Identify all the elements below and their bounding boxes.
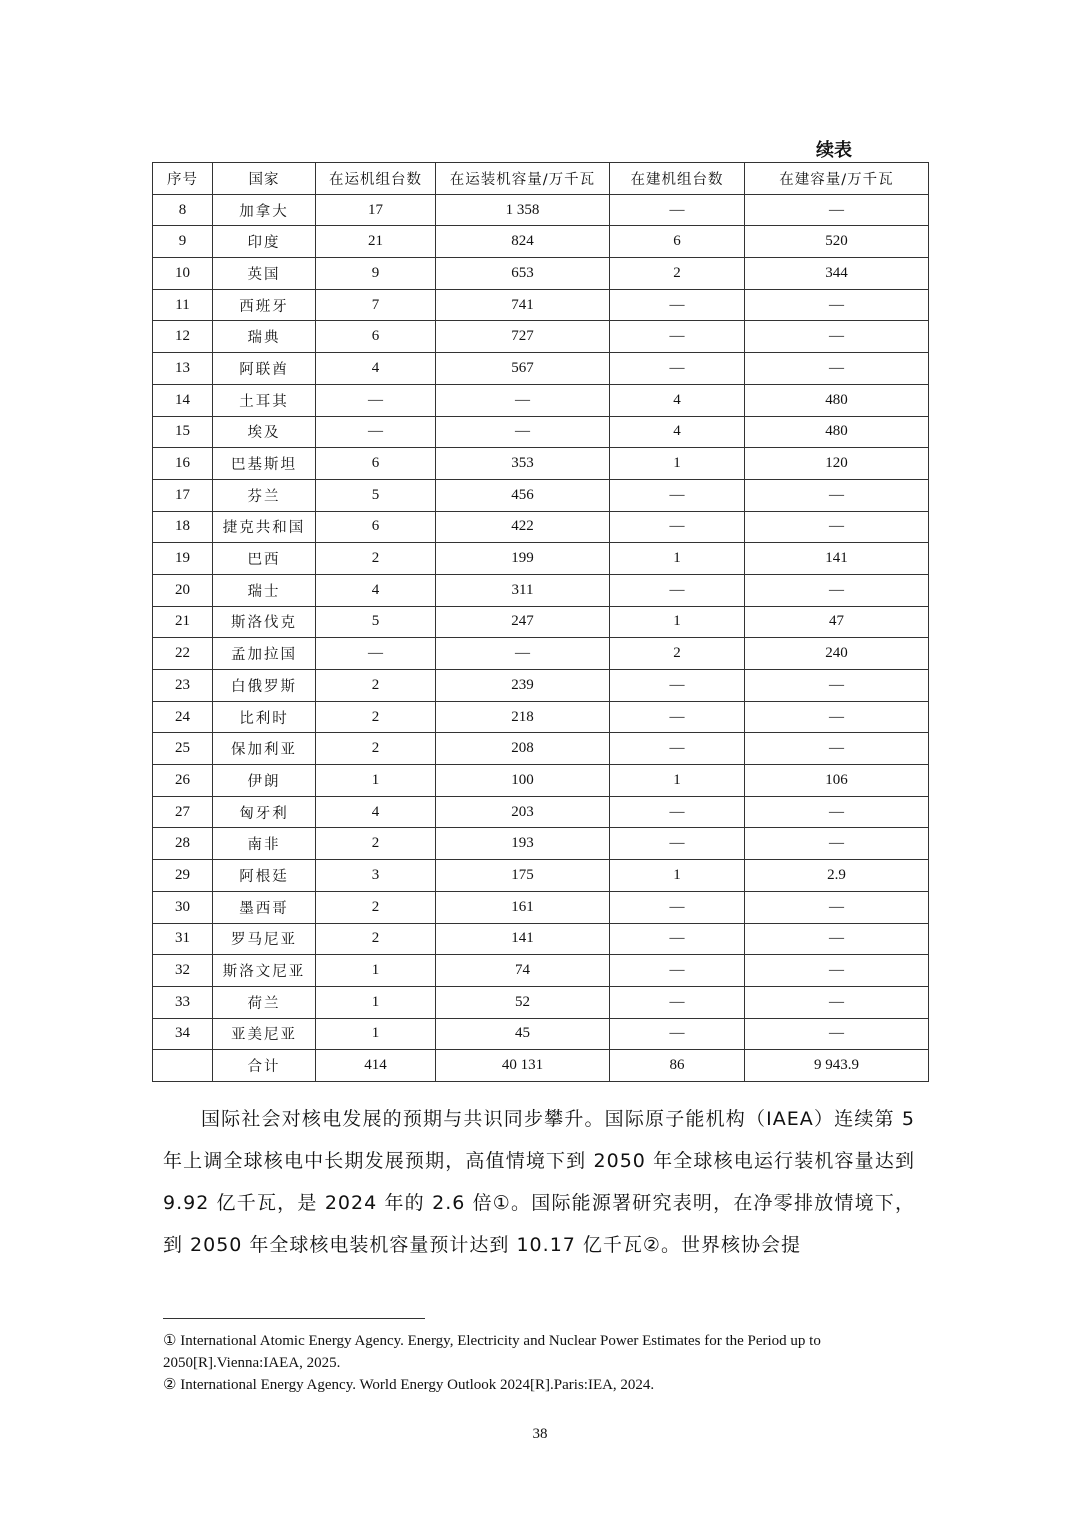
cell-construction-capacity: 120 bbox=[745, 448, 929, 480]
cell-country: 巴西 bbox=[213, 543, 316, 575]
cell-operating-units: 6 bbox=[316, 321, 436, 353]
cell-operating-units: 3 bbox=[316, 860, 436, 892]
cell-construction-capacity: — bbox=[745, 701, 929, 733]
cell-operating-units: 2 bbox=[316, 733, 436, 765]
cell-index: 27 bbox=[153, 796, 213, 828]
cell-construction-capacity: 240 bbox=[745, 638, 929, 670]
cell-operating-units: 1 bbox=[316, 986, 436, 1018]
cell-operating-capacity: 203 bbox=[436, 796, 610, 828]
cell-operating-capacity: 141 bbox=[436, 923, 610, 955]
cell-construction-capacity: 344 bbox=[745, 258, 929, 290]
cell-index: 23 bbox=[153, 670, 213, 702]
cell-construction-units: 2 bbox=[610, 258, 745, 290]
cell-construction-units: — bbox=[610, 796, 745, 828]
cell-operating-capacity: 175 bbox=[436, 860, 610, 892]
cell-index: 30 bbox=[153, 891, 213, 923]
table-row bbox=[153, 1018, 929, 1050]
cell-operating-capacity: 100 bbox=[436, 765, 610, 797]
cell-index: 32 bbox=[153, 955, 213, 987]
cell-country: 加拿大 bbox=[213, 194, 316, 226]
cell-country: 阿根廷 bbox=[213, 860, 316, 892]
cell-construction-capacity: 141 bbox=[745, 543, 929, 575]
cell-operating-units: 4 bbox=[316, 574, 436, 606]
cell-operating-capacity: 74 bbox=[436, 955, 610, 987]
cell-index: 15 bbox=[153, 416, 213, 448]
cell-operating-capacity: 193 bbox=[436, 828, 610, 860]
cell-country: 西班牙 bbox=[213, 289, 316, 321]
cell-operating-capacity: 824 bbox=[436, 226, 610, 258]
cell-operating-units: 5 bbox=[316, 606, 436, 638]
cell-country: 孟加拉国 bbox=[213, 638, 316, 670]
table-row bbox=[153, 289, 929, 321]
cell-construction-capacity: — bbox=[745, 479, 929, 511]
cell-operating-units: 5 bbox=[316, 479, 436, 511]
cell-construction-capacity: — bbox=[745, 1018, 929, 1050]
footnotes bbox=[163, 1330, 923, 1396]
header-index: 序号 bbox=[153, 163, 213, 195]
cell-operating-units: 21 bbox=[316, 226, 436, 258]
cell-construction-units: — bbox=[610, 923, 745, 955]
cell-operating-capacity: — bbox=[436, 638, 610, 670]
cell-operating-capacity: 567 bbox=[436, 353, 610, 385]
cell-construction-units: — bbox=[610, 289, 745, 321]
cell-construction-units: 2 bbox=[610, 638, 745, 670]
cell-operating-capacity: 239 bbox=[436, 670, 610, 702]
cell-construction-units: 86 bbox=[610, 1050, 745, 1082]
cell-country: 荷兰 bbox=[213, 986, 316, 1018]
cell-index: 18 bbox=[153, 511, 213, 543]
table-total-row bbox=[153, 1050, 929, 1082]
cell-operating-capacity: — bbox=[436, 384, 610, 416]
cell-construction-units: — bbox=[610, 511, 745, 543]
table-row bbox=[153, 701, 929, 733]
cell-construction-capacity: — bbox=[745, 828, 929, 860]
cell-index: 14 bbox=[153, 384, 213, 416]
table-body bbox=[153, 194, 929, 1081]
cell-construction-units: 6 bbox=[610, 226, 745, 258]
cell-construction-capacity: — bbox=[745, 733, 929, 765]
cell-construction-capacity: — bbox=[745, 194, 929, 226]
cell-country: 埃及 bbox=[213, 416, 316, 448]
cell-construction-capacity: 9 943.9 bbox=[745, 1050, 929, 1082]
cell-construction-capacity: — bbox=[745, 574, 929, 606]
cell-construction-capacity: 106 bbox=[745, 765, 929, 797]
cell-country: 土耳其 bbox=[213, 384, 316, 416]
cell-index: 34 bbox=[153, 1018, 213, 1050]
cell-operating-capacity: 247 bbox=[436, 606, 610, 638]
cell-construction-units: — bbox=[610, 955, 745, 987]
table-row bbox=[153, 860, 929, 892]
cell-index: 20 bbox=[153, 574, 213, 606]
cell-operating-units: 2 bbox=[316, 701, 436, 733]
cell-operating-units: 414 bbox=[316, 1050, 436, 1082]
cell-index: 8 bbox=[153, 194, 213, 226]
cell-country: 巴基斯坦 bbox=[213, 448, 316, 480]
table-row bbox=[153, 606, 929, 638]
cell-construction-capacity: — bbox=[745, 670, 929, 702]
table-row bbox=[153, 891, 929, 923]
cell-index: 33 bbox=[153, 986, 213, 1018]
cell-construction-capacity: — bbox=[745, 955, 929, 987]
table-row bbox=[153, 226, 929, 258]
table-row bbox=[153, 733, 929, 765]
cell-construction-capacity: — bbox=[745, 511, 929, 543]
cell-operating-units: 2 bbox=[316, 923, 436, 955]
table-row bbox=[153, 353, 929, 385]
cell-operating-units: 1 bbox=[316, 1018, 436, 1050]
continued-table-label: 续表 bbox=[816, 140, 852, 161]
cell-construction-units: 4 bbox=[610, 384, 745, 416]
cell-index: 26 bbox=[153, 765, 213, 797]
cell-construction-units: — bbox=[610, 1018, 745, 1050]
table-row bbox=[153, 448, 929, 480]
cell-index: 13 bbox=[153, 353, 213, 385]
cell-index: 17 bbox=[153, 479, 213, 511]
table-row bbox=[153, 258, 929, 290]
cell-index: 11 bbox=[153, 289, 213, 321]
table-row bbox=[153, 384, 929, 416]
cell-operating-units: — bbox=[316, 416, 436, 448]
cell-country: 瑞典 bbox=[213, 321, 316, 353]
cell-construction-capacity: — bbox=[745, 321, 929, 353]
cell-construction-units: — bbox=[610, 574, 745, 606]
cell-operating-capacity: 727 bbox=[436, 321, 610, 353]
cell-construction-units: 1 bbox=[610, 765, 745, 797]
cell-operating-capacity: 456 bbox=[436, 479, 610, 511]
cell-operating-capacity: 208 bbox=[436, 733, 610, 765]
cell-operating-units: 2 bbox=[316, 670, 436, 702]
cell-construction-capacity: — bbox=[745, 891, 929, 923]
cell-construction-capacity: — bbox=[745, 923, 929, 955]
nuclear-units-table bbox=[152, 162, 929, 1082]
cell-country: 斯洛文尼亚 bbox=[213, 955, 316, 987]
cell-operating-units: 6 bbox=[316, 511, 436, 543]
cell-country: 捷克共和国 bbox=[213, 511, 316, 543]
cell-construction-units: — bbox=[610, 321, 745, 353]
cell-construction-units: 1 bbox=[610, 448, 745, 480]
table-row bbox=[153, 511, 929, 543]
cell-country: 印度 bbox=[213, 226, 316, 258]
cell-index: 31 bbox=[153, 923, 213, 955]
table-row bbox=[153, 828, 929, 860]
cell-operating-units: — bbox=[316, 384, 436, 416]
table-row bbox=[153, 923, 929, 955]
cell-construction-capacity: 2.9 bbox=[745, 860, 929, 892]
cell-operating-units: 2 bbox=[316, 828, 436, 860]
cell-construction-units: — bbox=[610, 828, 745, 860]
cell-index: 21 bbox=[153, 606, 213, 638]
cell-operating-capacity: 653 bbox=[436, 258, 610, 290]
cell-country: 南非 bbox=[213, 828, 316, 860]
footnote-2: ② International Energy Agency. World Energy Outlook 2024[R].Paris:IEA, 2024. bbox=[163, 1377, 655, 1393]
cell-country: 比利时 bbox=[213, 701, 316, 733]
footnote-divider bbox=[163, 1318, 425, 1319]
cell-operating-capacity: 161 bbox=[436, 891, 610, 923]
cell-country: 合计 bbox=[213, 1050, 316, 1082]
table-row bbox=[153, 796, 929, 828]
cell-country: 墨西哥 bbox=[213, 891, 316, 923]
cell-operating-capacity: 199 bbox=[436, 543, 610, 575]
table-row bbox=[153, 543, 929, 575]
table-row bbox=[153, 479, 929, 511]
header-operating-capacity: 在运装机容量/万千瓦 bbox=[436, 163, 610, 195]
table-row bbox=[153, 321, 929, 353]
cell-country: 匈牙利 bbox=[213, 796, 316, 828]
cell-operating-units: 2 bbox=[316, 891, 436, 923]
table-row bbox=[153, 416, 929, 448]
cell-construction-units: 1 bbox=[610, 543, 745, 575]
cell-construction-units: — bbox=[610, 670, 745, 702]
cell-index: 24 bbox=[153, 701, 213, 733]
table-row bbox=[153, 955, 929, 987]
cell-operating-capacity: 52 bbox=[436, 986, 610, 1018]
cell-country: 瑞士 bbox=[213, 574, 316, 606]
table-row bbox=[153, 670, 929, 702]
cell-country: 白俄罗斯 bbox=[213, 670, 316, 702]
cell-construction-units: 4 bbox=[610, 416, 745, 448]
cell-operating-capacity: 311 bbox=[436, 574, 610, 606]
cell-construction-capacity: — bbox=[745, 289, 929, 321]
footnote-1: ① International Atomic Energy Agency. Energy, Electricity and Nuclear Power Estimates for the Period up to 2050[R].Vienna:IAEA, 2025. bbox=[163, 1333, 821, 1371]
cell-construction-units: — bbox=[610, 353, 745, 385]
page-number: 38 bbox=[532, 1426, 548, 1442]
cell-index: 22 bbox=[153, 638, 213, 670]
cell-construction-capacity: 480 bbox=[745, 384, 929, 416]
cell-index: 10 bbox=[153, 258, 213, 290]
cell-country: 斯洛伐克 bbox=[213, 606, 316, 638]
cell-operating-capacity: 218 bbox=[436, 701, 610, 733]
cell-country: 保加利亚 bbox=[213, 733, 316, 765]
cell-operating-units: — bbox=[316, 638, 436, 670]
cell-index: 9 bbox=[153, 226, 213, 258]
cell-country: 阿联酋 bbox=[213, 353, 316, 385]
cell-index bbox=[153, 1050, 213, 1082]
paragraph-text: 国际社会对核电发展的预期与共识同步攀升。国际原子能机构（IAEA）连续第 5 年上调全球核电中长期发展预期，高值情境下到 2050 年全球核电运行装机容量达到 9.92 亿千瓦，是 2024 年的 2.6 倍①。国际能源署研究表明，在净零排放情境下，到 2050 年全球核电装机容量预计达到 10.17 亿千瓦②。世界核协会提 bbox=[163, 1108, 915, 1256]
cell-construction-units: — bbox=[610, 733, 745, 765]
header-construction-units: 在建机组台数 bbox=[610, 163, 745, 195]
cell-construction-units: 1 bbox=[610, 860, 745, 892]
table-header-row bbox=[153, 163, 929, 195]
cell-operating-units: 17 bbox=[316, 194, 436, 226]
cell-country: 芬兰 bbox=[213, 479, 316, 511]
cell-construction-capacity: 520 bbox=[745, 226, 929, 258]
cell-operating-units: 6 bbox=[316, 448, 436, 480]
cell-operating-capacity: 353 bbox=[436, 448, 610, 480]
cell-construction-capacity: 47 bbox=[745, 606, 929, 638]
cell-operating-capacity: — bbox=[436, 416, 610, 448]
cell-construction-units: — bbox=[610, 194, 745, 226]
cell-index: 12 bbox=[153, 321, 213, 353]
cell-country: 亚美尼亚 bbox=[213, 1018, 316, 1050]
cell-operating-units: 7 bbox=[316, 289, 436, 321]
cell-operating-units: 4 bbox=[316, 353, 436, 385]
cell-index: 28 bbox=[153, 828, 213, 860]
cell-index: 29 bbox=[153, 860, 213, 892]
cell-operating-units: 9 bbox=[316, 258, 436, 290]
cell-construction-capacity: — bbox=[745, 353, 929, 385]
header-country: 国家 bbox=[213, 163, 316, 195]
cell-operating-capacity: 1 358 bbox=[436, 194, 610, 226]
table-row bbox=[153, 638, 929, 670]
cell-index: 16 bbox=[153, 448, 213, 480]
cell-country: 罗马尼亚 bbox=[213, 923, 316, 955]
cell-construction-units: — bbox=[610, 986, 745, 1018]
body-paragraph bbox=[163, 1098, 915, 1266]
cell-operating-capacity: 422 bbox=[436, 511, 610, 543]
cell-construction-capacity: 480 bbox=[745, 416, 929, 448]
cell-construction-capacity: — bbox=[745, 796, 929, 828]
cell-operating-units: 1 bbox=[316, 765, 436, 797]
cell-operating-units: 1 bbox=[316, 955, 436, 987]
cell-construction-units: 1 bbox=[610, 606, 745, 638]
cell-construction-units: — bbox=[610, 701, 745, 733]
cell-construction-units: — bbox=[610, 891, 745, 923]
cell-index: 25 bbox=[153, 733, 213, 765]
table-row bbox=[153, 574, 929, 606]
cell-operating-capacity: 40 131 bbox=[436, 1050, 610, 1082]
header-operating-units: 在运机组台数 bbox=[316, 163, 436, 195]
cell-operating-capacity: 45 bbox=[436, 1018, 610, 1050]
table-row bbox=[153, 194, 929, 226]
cell-operating-units: 2 bbox=[316, 543, 436, 575]
cell-operating-capacity: 741 bbox=[436, 289, 610, 321]
cell-index: 19 bbox=[153, 543, 213, 575]
cell-construction-units: — bbox=[610, 479, 745, 511]
table-row bbox=[153, 765, 929, 797]
cell-country: 英国 bbox=[213, 258, 316, 290]
cell-construction-capacity: — bbox=[745, 986, 929, 1018]
cell-country: 伊朗 bbox=[213, 765, 316, 797]
table-row bbox=[153, 986, 929, 1018]
cell-operating-units: 4 bbox=[316, 796, 436, 828]
header-construction-capacity: 在建容量/万千瓦 bbox=[745, 163, 929, 195]
